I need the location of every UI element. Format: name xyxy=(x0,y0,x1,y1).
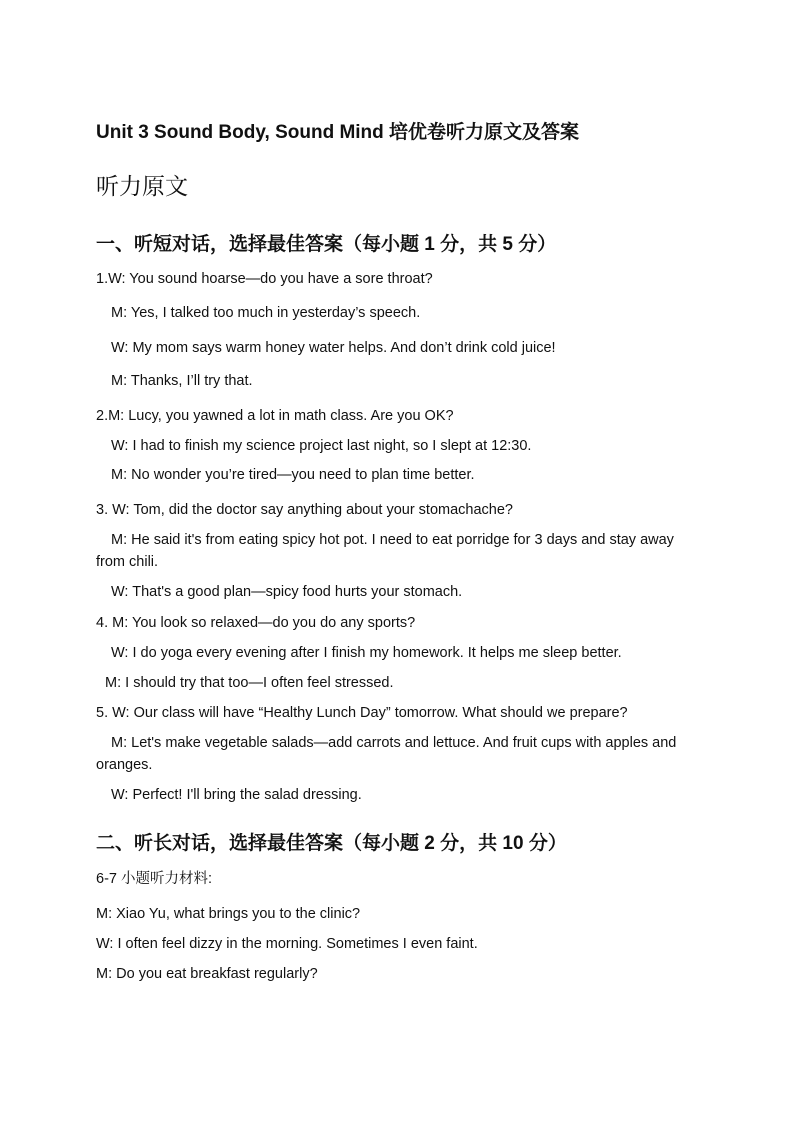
dialogue-line-5: 2.M: Lucy, you yawned a lot in math class. Are you OK? xyxy=(96,408,454,424)
dialogue-line-4: M: Thanks, I’ll try that. xyxy=(111,373,253,389)
dialogue-line-9: M: He said it's from eating spicy hot pot. I need to eat porridge for 3 days and stay away from chili. xyxy=(96,532,674,570)
document-title: Unit 3 Sound Body, Sound Mind 培优卷听力原文及答案 xyxy=(96,122,580,143)
dialogue-line-1: 1.W: You sound hoarse—do you have a sore throat? xyxy=(96,271,433,287)
dialogue-line-8: 3. W: Tom, did the doctor say anything about your stomachache? xyxy=(96,502,513,518)
dialogue-line-15: M: Let's make vegetable salads—add carrots and lettuce. And fruit cups with apples and oranges. xyxy=(96,735,677,773)
dialogue-line-13: M: I should try that too—I often feel stressed. xyxy=(105,675,394,691)
material-label: 6-7 小题听力材料: xyxy=(96,871,213,887)
section-heading-listening-text: 听力原文 xyxy=(96,173,188,199)
dialogue-line-18: W: I often feel dizzy in the morning. Sometimes I even faint. xyxy=(96,936,478,952)
dialogue-line-3: W: My mom says warm honey water helps. And don’t drink cold juice! xyxy=(111,340,556,356)
dialogue-line-6: W: I had to finish my science project last night, so I slept at 12:30. xyxy=(111,438,532,454)
dialogue-line-14: 5. W: Our class will have “Healthy Lunch Day” tomorrow. What should we prepare? xyxy=(96,705,628,721)
dialogue-line-16: W: Perfect! I'll bring the salad dressing. xyxy=(111,787,362,803)
dialogue-line-12: W: I do yoga every evening after I finish my homework. It helps me sleep better. xyxy=(111,645,622,661)
dialogue-line-19: M: Do you eat breakfast regularly? xyxy=(96,966,318,982)
dialogue-line-7: M: No wonder you’re tired—you need to plan time better. xyxy=(111,467,475,483)
section-2-heading: 二、听长对话，选择最佳答案（每小题 2 分，共 10 分） xyxy=(96,833,567,854)
dialogue-line-11: 4. M: You look so relaxed—do you do any sports? xyxy=(96,615,416,631)
section-1-heading: 一、听短对话，选择最佳答案（每小题 1 分，共 5 分） xyxy=(96,234,557,255)
dialogue-line-10: W: That's a good plan—spicy food hurts your stomach. xyxy=(111,584,463,600)
dialogue-line-17: M: Xiao Yu, what brings you to the clinic? xyxy=(96,906,361,922)
dialogue-line-2: M: Yes, I talked too much in yesterday’s speech. xyxy=(111,305,421,321)
